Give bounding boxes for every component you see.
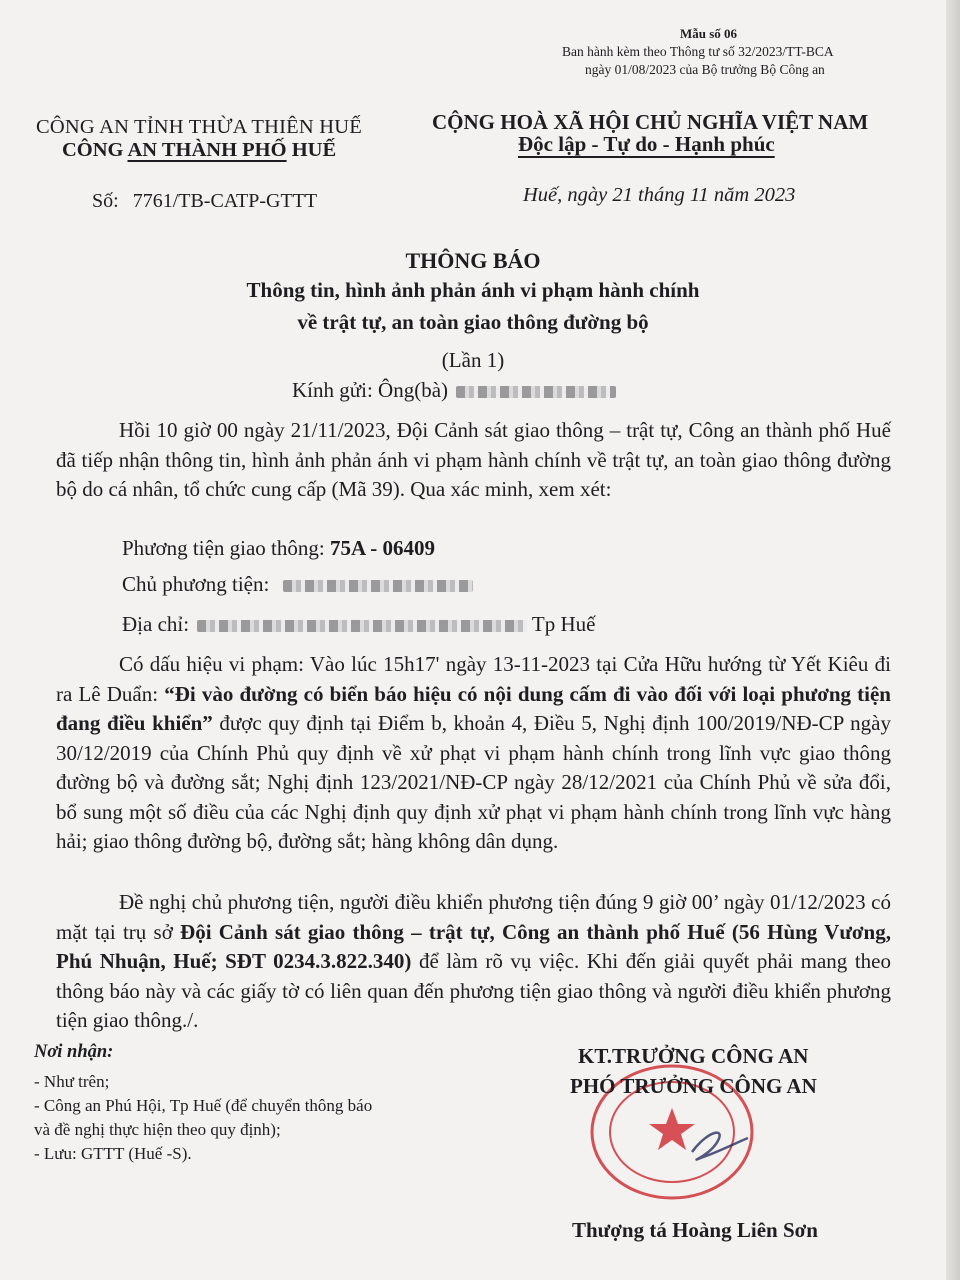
recipient-item: - Như trên; <box>34 1072 110 1091</box>
national-title: CỘNG HOÀ XÃ HỘI CHỦ NGHĨA VIỆT NAM <box>432 110 869 134</box>
place-date: Huế, ngày 21 tháng 11 năm 2023 <box>523 184 796 206</box>
document-subtitle-1: Thông tin, hình ảnh phản ánh vi phạm hành chính <box>246 278 700 302</box>
document-title: THÔNG BÁO <box>405 248 541 273</box>
redacted-owner <box>283 580 473 592</box>
issued-by-line-1: Ban hành kèm theo Thông tư số 32/2023/TT-BCA <box>562 44 834 59</box>
notice-round: (Lần 1) <box>441 348 505 372</box>
vehicle-line: Phương tiện giao thông: 75A - 06409 <box>122 536 435 560</box>
recipient-item: và đề nghị thực hiện theo quy định); <box>34 1120 281 1139</box>
recipients-heading: Nơi nhận: <box>34 1042 114 1062</box>
document-number: Số: 7761/TB-CATP-GTTT <box>92 190 318 212</box>
signature-title-1: KT.TRƯỞNG CÔNG AN <box>578 1044 809 1068</box>
agency-name: CÔNG AN THÀNH PHỐ HUẾ <box>62 139 337 161</box>
recipient-item: - Công an Phú Hội, Tp Huế (để chuyển thông báo <box>34 1096 373 1115</box>
redacted-address <box>197 620 527 632</box>
body-paragraph-1: Hồi 10 giờ 00 ngày 21/11/2023, Đội Cảnh sát giao thông – trật tự, Công an thành phố Huế đã tiếp nhận thông tin, hình ảnh phản ánh vi phạm hành chính về trật tự, an toàn giao thông đường bộ do cá nhân, tổ chức cung cấp (Mã 39). Qua xác minh, xem xét: <box>56 418 891 501</box>
vehicle-plate: 75A - 06409 <box>329 536 435 560</box>
summons-paragraph: Đề nghị chủ phương tiện, người điều khiển phương tiện đúng 9 giờ 00’ ngày 01/12/2023 có mặt tại trụ sở Đội Cảnh sát giao thông – trật tự, Công an thành phố Huế (56 Hùng Vương, Phú Nhuận, Huế; SĐT 0234.3.822.340) để làm rõ vụ việc. Khi đến giải quyết phải mang theo thông báo này và các giấy tờ có liên quan đến phương tiện giao thông và người điều khiển phương tiện giao thông./. <box>56 890 892 1032</box>
signature-title-2: PHÓ TRƯỞNG CÔNG AN <box>570 1074 817 1098</box>
national-motto: Độc lập - Tự do - Hạnh phúc <box>518 132 775 156</box>
document-subtitle-2: về trật tự, an toàn giao thông đường bộ <box>297 310 649 334</box>
violation-description: “Đi vào đường có biển báo hiệu có nội dung cấm đi vào đối với loại phương tiện đang điều khiển” <box>56 681 891 735</box>
owner-line: Chủ phương tiện: <box>122 572 473 597</box>
address-line: Địa chỉ: Tp Huế <box>122 612 596 636</box>
recipient-item: - Lưu: GTTT (Huế -S). <box>34 1144 192 1163</box>
signer-name: Thượng tá Hoàng Liên Sơn <box>572 1218 818 1242</box>
form-number: Mẫu số 06 <box>680 26 738 41</box>
violation-paragraph: Có dấu hiệu vi phạm: Vào lúc 15h17' ngày 13-11-2023 tại Cửa Hữu hướng từ Yết Kiêu đi ra Lê Duẩn: “Đi vào đường có biển báo hiệu có nội dung cấm đi vào đối với loại phương tiện đang điều khiển” được quy định tại Điểm b, khoản 4, Điều 5, Nghị định 100/2019/NĐ-CP ngày 30/12/2019 của Chính Phủ quy định về xử phạt vi phạm hành chính trong lĩnh vực giao thông đường bộ và đường sắt; Nghị định 123/2021/NĐ-CP ngày 28/12/2021 của Chính Phủ về sửa đổi, bổ sung một số điều của các Nghị định quy định xử phạt vi phạm hành chính trong lĩnh vực hàng hải; giao thông đường bộ, đường sắt; hàng không dân dụng. <box>56 652 891 853</box>
office-address: Đội Cảnh sát giao thông – trật tự, Công an thành phố Huế (56 Hùng Vương, Phú Nhuận, Huế; SĐT 0234.3.822.340) <box>56 919 891 973</box>
signature-mark <box>692 1133 748 1160</box>
recipient-line: Kính gửi: Ông(bà) <box>292 378 616 403</box>
agency-parent: CÔNG AN TỈNH THỪA THIÊN HUẾ <box>36 116 362 138</box>
issued-by-line-2: ngày 01/08/2023 của Bộ trưởng Bộ Công an <box>585 62 825 77</box>
redacted-name <box>456 386 616 398</box>
page-edge <box>946 0 960 1280</box>
